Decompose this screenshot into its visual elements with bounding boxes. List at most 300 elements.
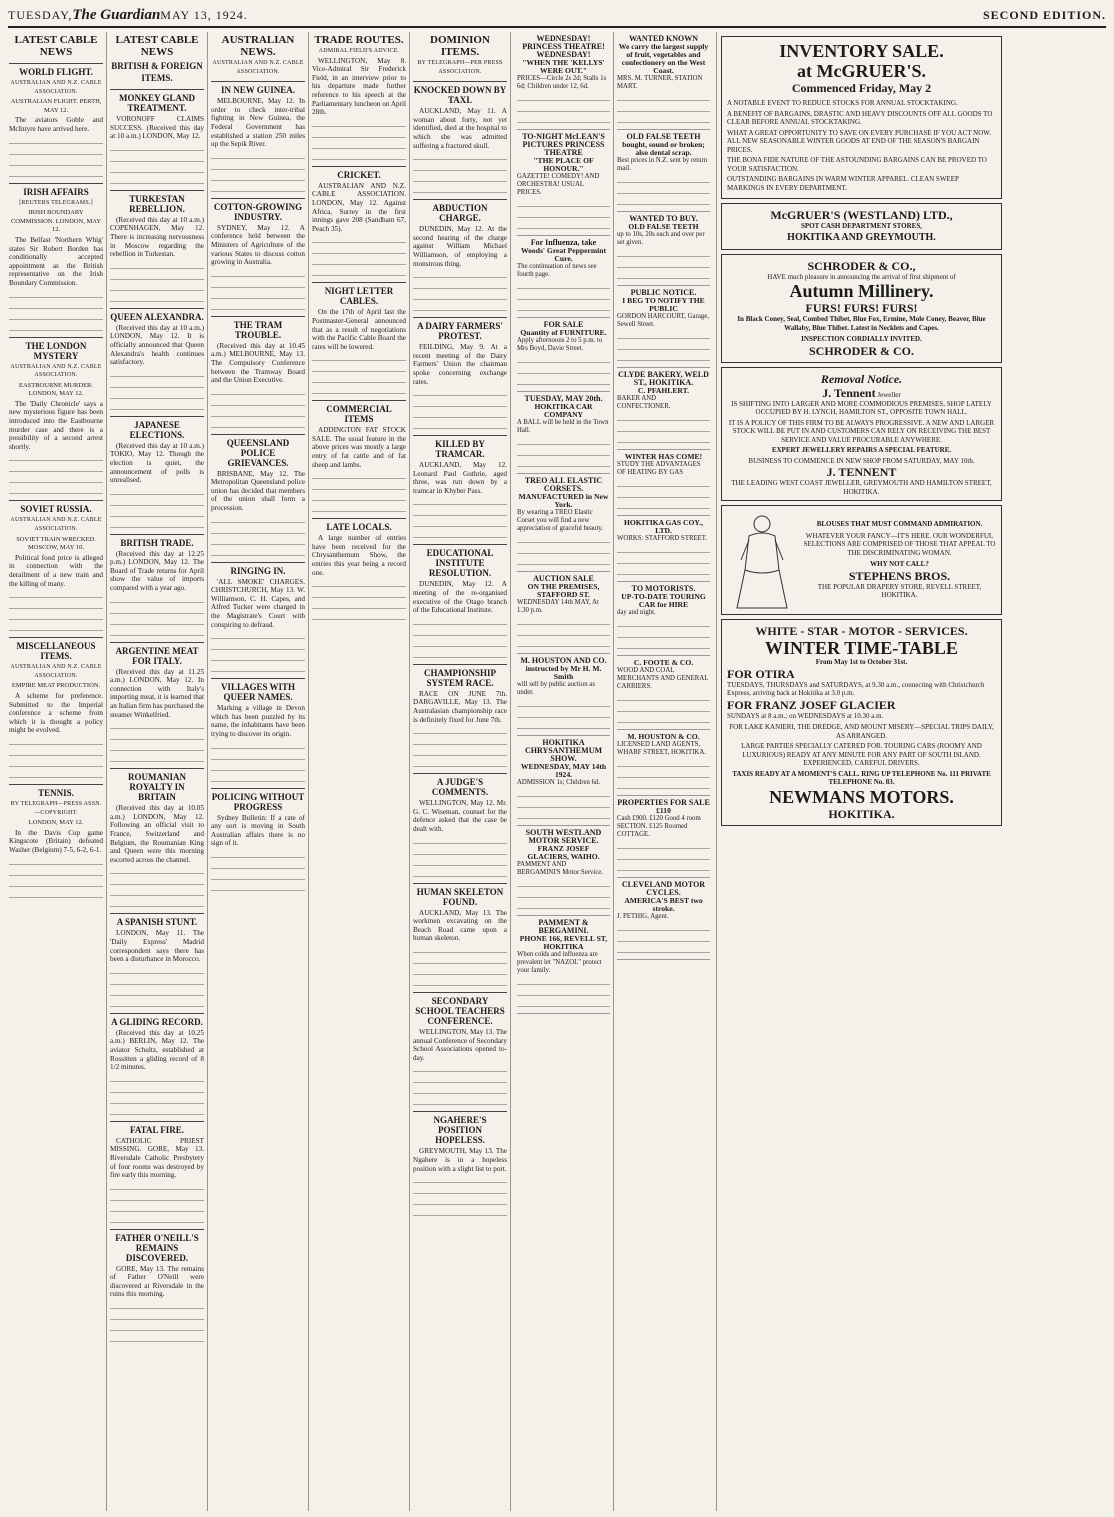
body-text-lines xyxy=(413,270,507,279)
body-text-lines xyxy=(517,879,610,888)
article-credit: [REUTERS TELEGRAMS.] xyxy=(19,199,93,206)
classified-ad-text: will sell by public auction as under. xyxy=(517,681,595,696)
body-text-lines xyxy=(211,280,305,289)
motor-otira-text: TUESDAYS, THURSDAYS and SATURDAYS, at 9.30 a.m., connecting with Christchurch Express, arriving back at Hokitika at 3.0 p.m. xyxy=(727,680,985,697)
article-body: SYDNEY, May 12. A conference held between the Ministers of Agriculture of the various States to discuss cotton growing in Australia. xyxy=(211,223,305,267)
body-text-lines xyxy=(413,508,507,517)
body-text-lines xyxy=(617,260,710,269)
classified-ad-text: STUDY THE ADVANTAGES OF HEATING BY GAS xyxy=(617,461,701,476)
body-text-lines xyxy=(110,988,204,997)
body-text-lines xyxy=(413,748,507,757)
body-text-lines xyxy=(110,369,204,378)
body-text-lines xyxy=(517,199,610,208)
body-text-lines xyxy=(9,868,103,877)
column-7 xyxy=(613,32,713,1511)
body-text-lines xyxy=(517,999,610,1008)
body-text-lines xyxy=(312,364,406,373)
classified-ad-title: HOKITIKA GAS COY., LTD. xyxy=(623,518,704,535)
classified-ad-head: TO MOTORISTS. xyxy=(631,584,696,593)
body-text-lines xyxy=(617,923,710,932)
classified-ad xyxy=(517,474,610,572)
article-body: AUCKLAND, May 13. The workmen excavating on the Beach Road came upon a human skeleton. xyxy=(413,908,507,943)
article-headline: MISCELLANEOUS ITEMS. xyxy=(9,637,103,661)
body-text-lines xyxy=(9,290,103,299)
article-headline: KILLED BY TRAMCAR. xyxy=(413,435,507,459)
classified-ad-text: day and night. xyxy=(617,609,656,616)
classified-ad-title: FRANZ JOSEF GLACIERS, WAIHO. xyxy=(527,844,600,861)
article-body: CATHOLIC PRIEST MISSING. GORE, May 13. Riversdale Catholic Presbytery of four rooms was destroyed by fire early this morning. xyxy=(110,1136,204,1180)
body-text-lines xyxy=(517,459,610,468)
body-text-lines xyxy=(617,630,710,639)
body-text-lines xyxy=(617,934,710,943)
classified-ad-title: We carry the largest supply of fruit, vegetables and confectionery on the West Coast. xyxy=(618,42,709,75)
body-text-lines xyxy=(110,977,204,986)
classified-ad-head: TREO ALL ELASTIC CORSETS. xyxy=(524,476,603,493)
article-body: DUNEDIN, May 12. A meeting of the re-organised executive of the Otago branch of the Educational Institute. xyxy=(413,580,507,615)
classified-ad xyxy=(517,236,610,318)
article-body: GREYMOUTH, May 13. The Ngahere is in a hopeless position with a slight list to port. xyxy=(413,1147,507,1173)
body-text-lines xyxy=(413,858,507,867)
body-text-lines xyxy=(312,257,406,266)
body-text-lines xyxy=(413,650,507,659)
body-text-lines xyxy=(413,388,507,397)
body-text-lines xyxy=(110,143,204,152)
classified-ad-head: HOKITIKA CHRYSANTHEMUM SHOW. xyxy=(524,738,603,763)
body-text-lines xyxy=(517,115,610,124)
article-headline: CRICKET. xyxy=(312,166,406,180)
schroder-name: SCHRODER & CO., xyxy=(807,258,916,273)
article-body: In the Davis Cup game Kingscote (Britain) defeated Washer (Belgium) 7-5, 6-2, 6-1. xyxy=(9,828,103,854)
body-text-lines xyxy=(9,601,103,610)
body-text-lines xyxy=(110,617,204,626)
classified-ad-text: WORKS: STAFFORD STREET. xyxy=(617,535,708,542)
body-text-lines xyxy=(517,377,610,386)
article-headline: THE TRAM TROUBLE. xyxy=(211,316,305,340)
article-body: A scheme for preference. Submitted to the Imperial conference a scheme from which it is thought a policy might be evolved. xyxy=(9,691,103,735)
article-headline: ROUMANIAN ROYALTY IN BRITAIN xyxy=(110,768,204,802)
article-body: FEILDING, May 9. At a recent meeting of the Dairy Farmers' Union the chairman spoke concerning exchange rates. xyxy=(413,343,507,386)
article-headline: QUEEN ALEXANDRA. xyxy=(110,308,204,322)
body-text-lines xyxy=(110,595,204,604)
article-credit: AUSTRALIAN AND N.Z. CABLE ASSOCIATION. xyxy=(10,80,102,95)
classified-ad-title: I BEG TO NOTIFY THE PUBLIC xyxy=(622,296,705,313)
classified-ad-head: PAMMENT & BERGAMINI. xyxy=(538,918,589,935)
classified-ad-title: M. HOUSTON & CO. xyxy=(627,732,700,741)
schroder-invite: INSPECTION CORDIALLY INVITED. xyxy=(801,335,922,343)
body-text-lines xyxy=(211,526,305,535)
body-text-lines xyxy=(517,366,610,375)
motor-glacier-text: SUNDAYS at 8 a.m.; on WEDNESDAYS at 10.30 a.m. xyxy=(727,711,884,720)
article-headline: A JUDGE'S COMMENTS. xyxy=(413,773,507,797)
body-text-lines xyxy=(617,331,710,340)
motor-taxis: TAXIS READY AT A MOMENT'S CALL. RING UP TELEPHONE No. 111 PRIVATE TELEPHONE No. 83. xyxy=(732,769,991,786)
body-text-lines xyxy=(110,888,204,897)
article-body: WELLINGTON, May 13. The annual Conference of Secondary School Associations opened to-day. xyxy=(413,1027,507,1062)
article-body: (Received this day at 10 a.m.) LONDON, May 12. It is officially announced that Queen Alexandra's health continues satisfactory. xyxy=(110,323,204,367)
body-text-lines xyxy=(413,1208,507,1217)
article-body: (Received this day at 10.45 a.m.) MELBOURNE, May 13. The Compulsory Conference between the Tramway Board and the Union Executive. xyxy=(211,341,305,385)
body-text-lines xyxy=(110,877,204,886)
article-body: WELLINGTON, May 12. Mr. G. C. Wiseman, counsel for the defence asked that the case be dealt with. xyxy=(413,799,507,833)
classified-ad-title: WINTER HAS COME! xyxy=(624,452,703,461)
article-body: The 'Daily Chronicle' says a new mysterious figure has been introduced into the Eastbourne murder case and there is a possibility of a second arrest shortly. xyxy=(9,399,103,451)
body-text-lines xyxy=(413,399,507,408)
column-3 xyxy=(208,32,309,1511)
article-headline: IRISH AFFAIRS xyxy=(9,183,103,197)
body-text-lines xyxy=(413,967,507,976)
body-text-lines xyxy=(211,162,305,171)
article-headline: JAPANESE ELECTIONS. xyxy=(110,416,204,440)
article-dateline: SOVIET TRAIN WRECKED. MOSCOW, MAY 10. xyxy=(16,535,96,552)
motor-timetable: WINTER TIME-TABLE xyxy=(765,638,958,658)
motor-title: WHITE - STAR - MOTOR - SERVICES. xyxy=(755,624,968,638)
article-headline: NGAHERE'S POSITION HOPELESS. xyxy=(413,1111,507,1145)
body-text-lines xyxy=(211,548,305,557)
body-text-lines xyxy=(110,999,204,1008)
body-text-lines xyxy=(617,353,710,362)
classified-ad xyxy=(617,212,710,286)
article-body: AUCKLAND, May 12. Leonard Paul Guthrie, aged three, was run down by a tramcar in Khyber Pass. xyxy=(413,461,507,495)
body-text-lines xyxy=(211,653,305,662)
classified-ad-head: WANTED KNOWN xyxy=(628,34,699,43)
body-text-lines xyxy=(312,601,406,610)
body-text-lines xyxy=(617,759,710,768)
body-text-lines xyxy=(211,398,305,407)
body-text-lines xyxy=(312,386,406,395)
body-text-lines xyxy=(110,272,204,281)
body-text-lines xyxy=(110,732,204,741)
body-text-lines xyxy=(9,623,103,632)
body-text-lines xyxy=(211,752,305,761)
body-text-lines xyxy=(413,836,507,845)
article-headline: CHAMPIONSHIP SYSTEM RACE. xyxy=(413,664,507,688)
schroder-have: HAVE much pleasure in announcing the arrival of first shipment of xyxy=(767,272,956,281)
body-text-lines xyxy=(413,1075,507,1084)
classified-ad-head: M. HOUSTON AND CO. xyxy=(520,656,607,665)
body-text-lines xyxy=(617,413,710,422)
body-text-lines xyxy=(312,579,406,588)
body-text-lines xyxy=(9,612,103,621)
body-text-lines xyxy=(413,869,507,878)
motor-large: LARGE PARTIES SPECIALLY CATERED FOR. TOURING CARS (ROOMY AND LUXURIOUS) READY AT ANY MINUTE FOR ANY PART OF SOUTH ISLAND. EXPERIENCED, CAREFUL DRIVERS. xyxy=(741,742,982,767)
classified-ad-head: SOUTH WESTLAND MOTOR SERVICE. xyxy=(525,828,602,845)
article-headline: FATHER O'NEILL'S REMAINS DISCOVERED. xyxy=(110,1229,204,1263)
blouses-head: BLOUSES THAT MUST COMMAND ADMIRATION. xyxy=(816,520,983,529)
body-text-lines xyxy=(517,281,610,290)
inventory-paragraph: A NOTABLE EVENT TO REDUCE STOCKS FOR ANNUAL STOCKTAKING. xyxy=(727,99,958,107)
body-text-lines xyxy=(413,421,507,430)
schroder-footer: SCHRODER & CO. xyxy=(808,343,914,358)
body-text-lines xyxy=(312,235,406,244)
classified-columns xyxy=(511,32,717,1511)
article-headline: KNOCKED DOWN BY TAXI. xyxy=(413,81,507,105)
body-text-lines xyxy=(517,639,610,648)
body-text-lines xyxy=(9,453,103,462)
body-text-lines xyxy=(312,590,406,599)
classified-ad-title: OLD FALSE TEETH xyxy=(628,222,699,231)
body-text-lines xyxy=(211,387,305,396)
article-headline: MONKEY GLAND TREATMENT. xyxy=(110,89,204,113)
column-2 xyxy=(107,32,208,1511)
body-text-lines xyxy=(211,741,305,750)
body-text-lines xyxy=(413,152,507,161)
body-text-lines xyxy=(312,493,406,502)
removal-body: IS SHIFTING INTO LARGER AND MORE COMMODIOUS PREMISES, SHOP LATELY OCCUPIED BY H. LYNCH, HAMILTON ST., OPPOSITE TOWN HALL. xyxy=(731,399,992,416)
body-text-lines xyxy=(211,763,305,772)
body-text-lines xyxy=(413,737,507,746)
classified-ad xyxy=(517,130,610,236)
body-text-lines xyxy=(211,642,305,651)
body-text-lines xyxy=(617,556,710,565)
inventory-sale-ad xyxy=(721,36,1002,199)
column-sub: AUSTRALIAN AND N.Z. CABLE ASSOCIATION. xyxy=(212,60,304,75)
body-text-lines xyxy=(9,737,103,746)
classified-ad xyxy=(617,368,710,450)
body-text-lines xyxy=(617,93,710,102)
body-text-lines xyxy=(413,639,507,648)
article-body: (Received this day at 10 a.m.) COPENHAGEN, May 12. There is increasing nervousness in Moscow regarding the rebellion in Turkestan. xyxy=(110,215,204,259)
body-text-lines xyxy=(110,391,204,400)
body-text-lines xyxy=(110,1074,204,1083)
body-text-lines xyxy=(517,292,610,301)
body-text-lines xyxy=(9,323,103,332)
article-body: VORONOFF CLAIMS SUCCESS. (Received this day at 10 a.m.) LONDON, May 12. xyxy=(110,115,204,141)
body-text-lines xyxy=(110,165,204,174)
article-headline: VILLAGES WITH QUEER NAMES. xyxy=(211,678,305,702)
body-text-lines xyxy=(617,424,710,433)
blouses-ad xyxy=(721,505,1002,615)
body-text-lines xyxy=(517,699,610,708)
body-text-lines xyxy=(211,664,305,673)
classified-ad-title: £110 xyxy=(656,806,671,815)
classified-ad-title: UP-TO-DATE TOURING CAR for HIRE xyxy=(621,592,706,609)
article-credit: AUSTRALIAN AND N.Z. CABLE ASSOCIATION. xyxy=(10,517,102,533)
body-text-lines xyxy=(312,152,406,161)
removal-commence: BUSINESS TO COMMENCE IN NEW SHOP FROM SATURDAY, MAY 10th. xyxy=(748,456,975,465)
article-credit: BY TELEGRAPH—PRESS ASSN.—COPYRIGHT. xyxy=(10,800,102,816)
inventory-paragraph: OUTSTANDING BARGAINS IN WARM WINTER APPAREL. CLEAN SWEEP MARKINGS IN EVERY DEPARTMENT. xyxy=(727,175,959,192)
body-text-lines xyxy=(9,169,103,178)
classified-ad xyxy=(517,654,610,736)
masthead-edition: SECOND EDITION. xyxy=(982,7,1106,22)
classified-ad-text: PRICES—Circle 2s 2d; Stalls 1s 6d; Children under 12, 6d. xyxy=(517,75,607,90)
inventory-store: at McGRUER'S. xyxy=(797,61,926,81)
classified-ad-title: MANUFACTURED in New York. xyxy=(518,492,609,509)
article-headline: TURKESTAN REBELLION. xyxy=(110,190,204,214)
article-headline: EDUCATIONAL INSTITUTE RESOLUTION. xyxy=(413,544,507,578)
body-text-lines xyxy=(312,246,406,255)
body-text-lines xyxy=(110,866,204,875)
classified-ad-head: AUCTION SALE xyxy=(533,574,594,583)
body-text-lines xyxy=(517,977,610,986)
classified-ad-text: Cash £900. £120 Good 4 room SECTION. £125 Roomed COTTAGE. xyxy=(617,815,701,838)
body-text-lines xyxy=(517,221,610,230)
body-text-lines xyxy=(413,303,507,312)
column-heading: TRADE ROUTES. xyxy=(314,34,404,46)
article-body: BRISBANE, May 12. The Metropolitan Queensland police union has decided that members of the union shall form a procession. xyxy=(211,469,305,513)
body-text-lines xyxy=(110,380,204,389)
schroder-ad xyxy=(721,254,1002,363)
classified-ad-text: BAKER AND CONFECTIONER. xyxy=(617,395,671,410)
body-text-lines xyxy=(110,606,204,615)
body-text-lines xyxy=(517,546,610,555)
article-body: Marking a village in Devon which has been puzzled by its name, the inhabitants have been trying to discover its origin. xyxy=(211,704,305,738)
column-heading: AUSTRALIAN NEWS. xyxy=(221,34,295,58)
body-text-lines xyxy=(617,435,710,444)
article-body: DUNEDIN, May 12. At the second hearing of the charge against William Michael Williamson, of employing a monstrous thing. xyxy=(413,225,507,268)
classified-ad-head: For Influenza, take xyxy=(530,238,597,247)
article-dateline: AUSTRALIAN FLIGHT. PERTH, MAY 12. xyxy=(10,98,102,114)
article-body: MELBOURNE, May 12. In order to check inter-tribal fighting in New Guinea, the Federal Government has established a station 250 miles up the Sepik River. xyxy=(211,97,305,149)
removal-footer: J. TENNENT xyxy=(826,465,897,479)
classified-ad-title: "THE PLACE OF HONOUR." xyxy=(533,156,594,173)
body-text-lines xyxy=(517,628,610,637)
body-text-lines xyxy=(617,104,710,113)
article-dateline: EMPIRE MEAT PRODUCTION. xyxy=(11,682,101,690)
body-text-lines xyxy=(517,789,610,798)
body-text-lines xyxy=(517,721,610,730)
classified-ad-text: up to 10s, 20s each and over per set given. xyxy=(617,231,705,246)
body-text-lines xyxy=(413,1086,507,1095)
inventory-body xyxy=(727,99,996,192)
motor-footer: NEWMANS MOTORS. xyxy=(769,786,954,807)
article-body: The aviators Goble and McIntyre have arrived here. xyxy=(9,116,103,133)
classified-ad-title: Quantity of FURNITURE. xyxy=(520,328,607,337)
body-text-lines xyxy=(110,498,204,507)
body-text-lines xyxy=(617,115,710,124)
article-headline: RINGING IN. xyxy=(211,562,305,576)
body-text-lines xyxy=(312,612,406,621)
body-text-lines xyxy=(110,721,204,730)
body-text-lines xyxy=(517,901,610,910)
schroder-furs: FURS! FURS! FURS! xyxy=(805,301,918,315)
motor-otira: FOR OTIRA xyxy=(727,666,795,681)
classified-ad-text: The continuation of news see fourth page. xyxy=(517,263,597,278)
body-text-lines xyxy=(413,726,507,735)
body-text-lines xyxy=(110,1085,204,1094)
article-body: Political food price is alleged in connection with the derailment of a new train and the killing of many. xyxy=(9,553,103,588)
article-body: (Received this day at 11.25 a.m.) LONDON, May 12. In connection with Italy's importing meat, it is learned that an Italian firm has purchased the steamer Winkelfried. xyxy=(110,667,204,719)
body-text-lines xyxy=(413,530,507,539)
body-text-lines xyxy=(413,174,507,183)
article-headline: QUEENSLAND POLICE GRIEVANCES. xyxy=(211,434,305,468)
classified-ad-title: AMERICA'S BEST two stroke. xyxy=(624,896,703,913)
body-text-lines xyxy=(413,1097,507,1106)
body-text-lines xyxy=(9,312,103,321)
body-text-lines xyxy=(617,945,710,954)
body-text-lines xyxy=(110,1323,204,1332)
masthead-date: MAY 13, 1924. xyxy=(160,7,248,22)
body-text-lines xyxy=(110,754,204,763)
body-text-lines xyxy=(517,890,610,899)
body-text-lines xyxy=(617,545,710,554)
article-headline: LATE LOCALS. xyxy=(312,518,406,532)
motor-town: HOKITIKA. xyxy=(828,806,895,821)
article-headline: SOVIET RUSSIA. xyxy=(9,500,103,514)
classified-ad-text: PAMMENT AND BERGAMINI'S Motor Service. xyxy=(517,861,603,876)
classified-ad xyxy=(517,572,610,654)
article-headline: NIGHT LETTER CABLES. xyxy=(312,282,406,306)
article-body: LONDON, May 11. The 'Daily Express' Madrid correspondent says there has been a disturbance in Morocco. xyxy=(110,929,204,964)
classified-ad-text: WEDNESDAY 14th MAY, At 1.30 p.m. xyxy=(517,599,599,614)
body-text-lines xyxy=(110,628,204,637)
masthead-day: TUESDAY, xyxy=(8,7,73,22)
body-text-lines xyxy=(9,857,103,866)
article-dateline: LONDON, MAY 12. xyxy=(28,819,84,827)
body-text-lines xyxy=(413,978,507,987)
classified-ad xyxy=(617,878,710,960)
body-text-lines xyxy=(110,1107,204,1116)
body-text-lines xyxy=(9,748,103,757)
body-text-lines xyxy=(110,1301,204,1310)
schroder-types: In Black Coney, Seal, Combed Thibet, Blue Fox, Ermine, Mole Coney, Beaver, Blue Wallaby, Blue Thibet. Latest in Necklets and Capes. xyxy=(737,315,986,332)
article-body: (Received this day at 10.05 a.m.) LONDON, May 12. Following an official visit to France, Switzerland and Belgium, the Roumanian King and Queen were this morning escorted across the channel. xyxy=(110,804,204,864)
body-text-lines xyxy=(110,261,204,270)
body-text-lines xyxy=(110,1215,204,1224)
classified-ad xyxy=(617,796,710,878)
article-headline: FATAL FIRE. xyxy=(110,1121,204,1135)
blouses-store: STEPHENS BROS. xyxy=(848,568,951,583)
body-text-lines xyxy=(211,151,305,160)
article-body: ADDINGTON FAT STOCK SALE. The usual feature in the above prices was mostly a large entry of fat cattle and of fat sheep and lambs. xyxy=(312,426,406,469)
body-text-lines xyxy=(312,353,406,362)
body-text-lines xyxy=(312,130,406,139)
classified-ad xyxy=(617,32,710,130)
article-headline: HUMAN SKELETON FOUND. xyxy=(413,883,507,907)
body-text-lines xyxy=(9,879,103,888)
column-4 xyxy=(309,32,410,1511)
lady-illustration-icon xyxy=(727,510,797,610)
body-text-lines xyxy=(9,890,103,899)
motor-services-ad xyxy=(721,619,1002,826)
body-text-lines xyxy=(413,847,507,856)
classified-ad-text: A BALL will be held in the Town Hall. xyxy=(517,419,609,434)
removal-policy: IT IS A POLICY OF THIS FIRM TO BE ALWAYS PROGRESSIVE. A NEW AND LARGER STOCK WILL BE PUT IN AND CUSTOMERS CAN RELY ON RECEIVING THE BEST SERVICE AND VALUE PROCURABLE ANYWHERE. xyxy=(728,418,995,444)
article-headline: COMMERCIAL ITEMS xyxy=(312,400,406,424)
article-body: GORE, May 13. The remains of Father O'Neill were discovered at Riversdale in the ruins this morning. xyxy=(110,1264,204,1299)
article-body: (Received this day at 10 a.m.) TOKIO, May 12. Though the election is quiet, the announcement of polls is unrealised. xyxy=(110,441,204,485)
body-text-lines xyxy=(517,303,610,312)
classified-ad xyxy=(617,730,710,796)
classified-ad-head: PUBLIC NOTICE. xyxy=(630,288,697,297)
column-heading: LATEST CABLE NEWS xyxy=(115,34,199,58)
body-text-lines xyxy=(110,1334,204,1343)
body-text-lines xyxy=(9,301,103,310)
masthead-title: The Guardian xyxy=(72,6,161,23)
inventory-paragraph: THE BONA FIDE NATURE OF THE ASTOUNDING BARGAINS CAN BE PROVED TO YOUR SATISFACTION. xyxy=(727,156,987,173)
body-text-lines xyxy=(211,515,305,524)
column-6 xyxy=(514,32,613,1511)
removal-name: J. Tennent xyxy=(822,385,876,400)
column-sub: BY TELEGRAPH—PER PRESS ASSOCIATION. xyxy=(417,60,503,75)
body-text-lines xyxy=(211,269,305,278)
body-text-lines xyxy=(413,292,507,301)
article-credit: AUSTRALIAN AND N.Z. CABLE ASSOCIATION. xyxy=(10,363,102,379)
article-credit: AUSTRALIAN AND N.Z. CABLE ASSOCIATION. xyxy=(10,664,102,679)
body-text-lines xyxy=(211,861,305,870)
classified-ad xyxy=(517,826,610,916)
body-text-lines xyxy=(110,1096,204,1105)
body-text-lines xyxy=(617,249,710,258)
body-text-lines xyxy=(211,409,305,418)
body-text-lines xyxy=(211,774,305,783)
body-text-lines xyxy=(312,119,406,128)
body-text-lines xyxy=(413,163,507,172)
classified-ad xyxy=(617,516,710,582)
column-heading: LATEST CABLE NEWS xyxy=(14,34,98,58)
classified-ad-title: Woods' Great Peppermint Cure. xyxy=(520,246,607,263)
classified-ad-text: GORDON HARCOURT, Garage, Sewell Street. xyxy=(617,313,709,328)
